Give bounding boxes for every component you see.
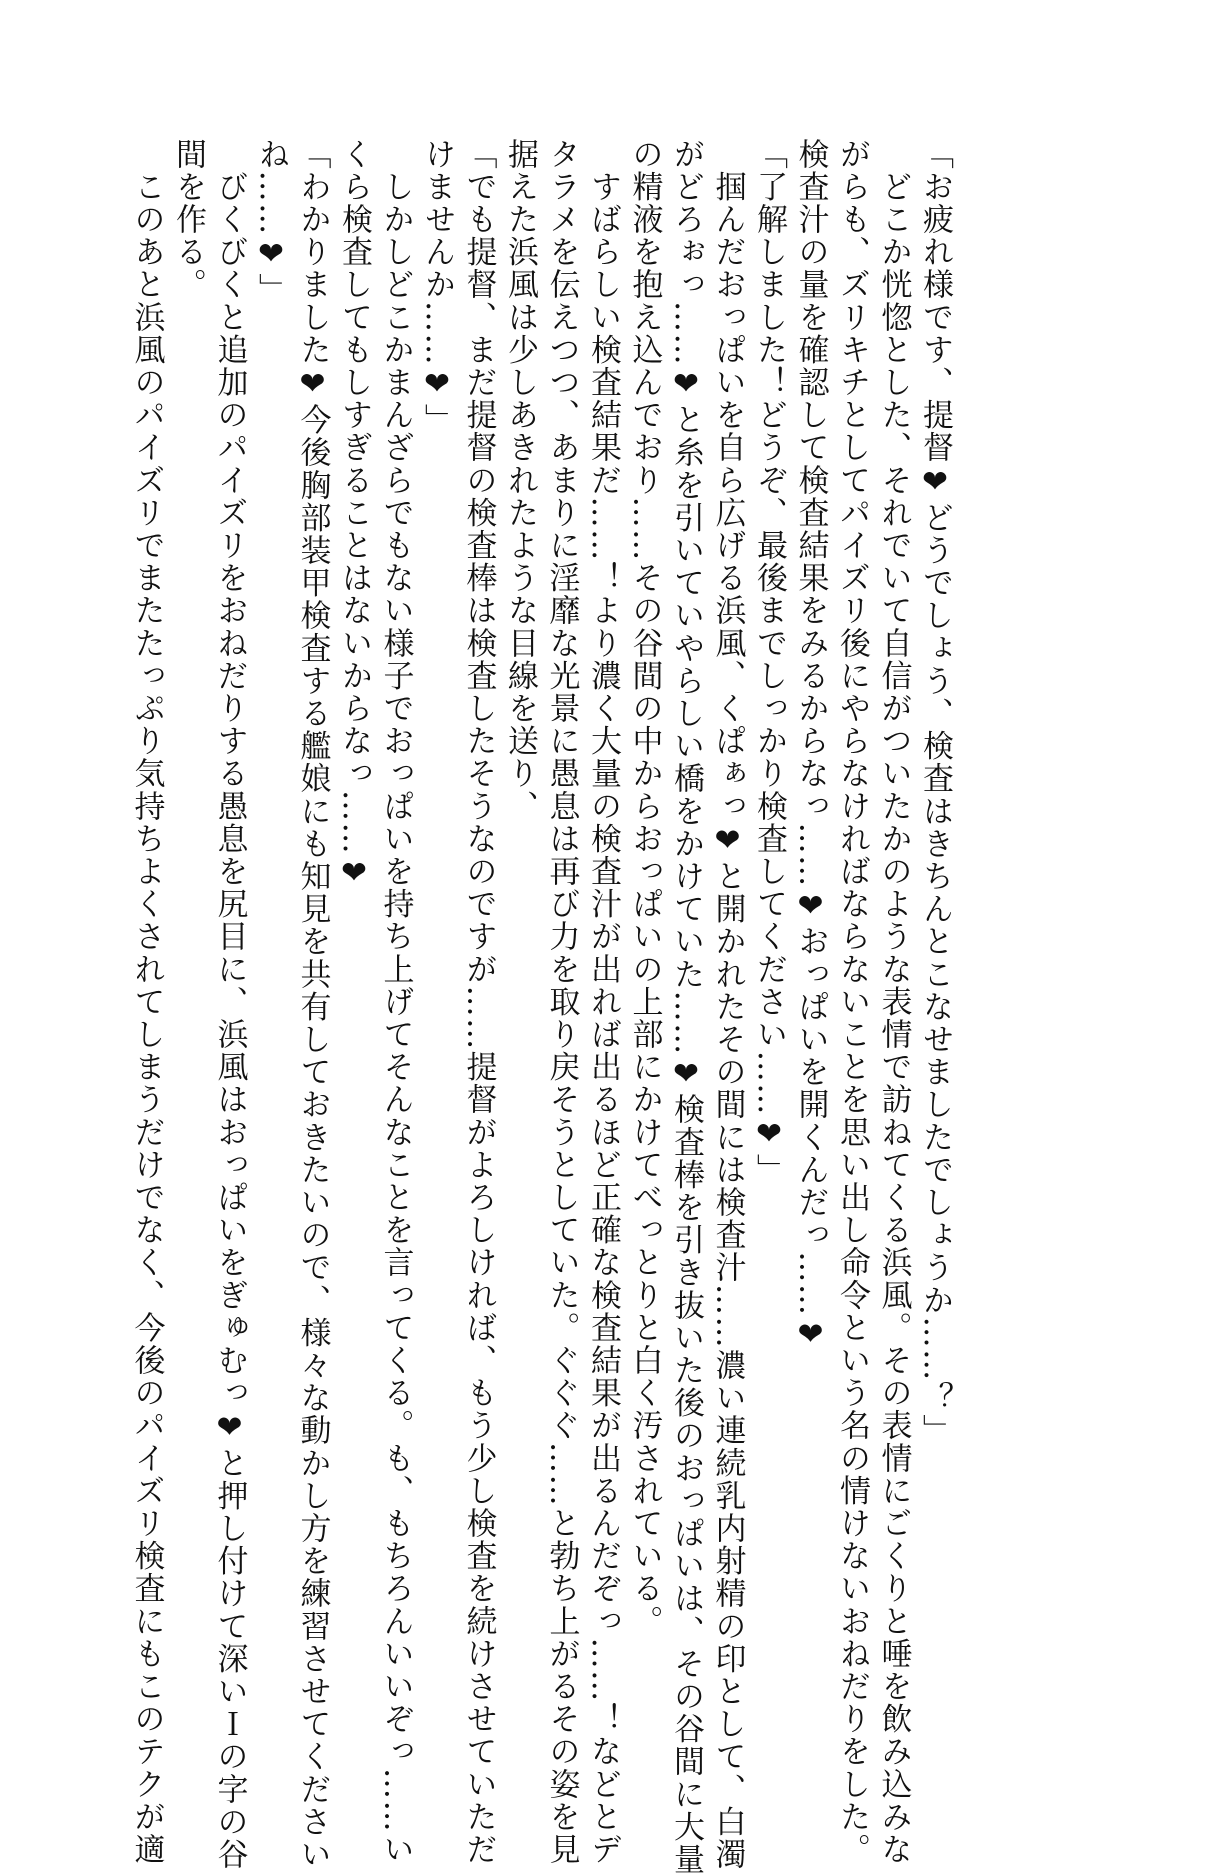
text-line: くら検査してもしすぎることはないからなっ……❤: [336, 138, 372, 893]
text-line: このあと浜風のパイズリでまたたっぷり気持ちよくされてしまうだけでなく、今後のパイズリ検査にもこのテクが適: [128, 138, 165, 1866]
text-line: 検査汁の量を確認して検査結果をみるからなっ……❤おっぱいを開くんだっ……❤: [792, 138, 829, 1355]
text-line: がらも、ズリキチとしてパイズリ後にやらなければならないことを思い出し命令という名の情けないおねだりをした。: [834, 138, 870, 1866]
text-line: びくびくと追加のパイズリをおねだりする愚息を尻目に、浜風はおっぱいをぎゅむっ❤と押し付けて深いＩの字の谷: [211, 138, 248, 1871]
text-line: 掴んだおっぱいを自ら広げる浜風、くぱぁっ❤と開かれたその間には検査汁……濃い連続乳内射精の印として、白濁: [709, 138, 746, 1871]
text-line: がどろぉっ……❤と糸を引いていやらしい橋をかけていた……❤検査棒を引き抜いた後のおっぱいは、その谷間に大量: [668, 138, 704, 1876]
text-line: の精液を抱え込んでおり……その谷間の中からおっぱいの上部にかけてべっとりと白く汚されている。: [626, 138, 663, 1638]
text-line: 間を作る。: [170, 138, 206, 301]
text-line: 「わかりました❤今後胸部装甲検査する艦娘にも知見を共有しておきたいので、様々な動かし方を練習させてください: [294, 138, 331, 1871]
text-line: タラメを伝えつつ、あまりに淫靡な光景に愚息は再び力を取り戻そうとしていた。ぐぐぐ……と勃ち上がるその姿を見: [543, 138, 580, 1866]
vertical-text-body: [125, 138, 955, 1876]
text-line: 据えた浜風は少しあきれたような目線を送り、: [502, 138, 538, 823]
text-line: 「でも提督、まだ提督の検査棒は検査したそうなのですが……提督がよろしければ、もう少し検査を続けさせていただ: [460, 138, 497, 1866]
text-line: すばらしい検査結果だ……！より濃く大量の検査汁が出れば出るほど正確な検査結果が出るんだぞっ……！などとデ: [585, 138, 621, 1866]
text-line: どこか恍惚とした、それでいて自信がついたかのような表情で訪ねてくる浜風。その表情にごくりと唾を飲み込みな: [875, 138, 912, 1866]
text-line: ね……❤」: [253, 138, 289, 306]
text-line: 「了解しました！どうぞ、最後までしっかり検査してください……❤」: [751, 138, 787, 1187]
text-line: けませんか……❤」: [419, 138, 455, 437]
text-line: しかしどこかまんざらでもない様子でおっぱいを持ち上げてそんなことを言ってくる。も、もちろんいいぞっ……い: [377, 138, 414, 1866]
text-line: 「お疲れ様です、提督❤どうでしょう、検査はきちんとこなせましたでしょうか……？」: [917, 138, 953, 1447]
